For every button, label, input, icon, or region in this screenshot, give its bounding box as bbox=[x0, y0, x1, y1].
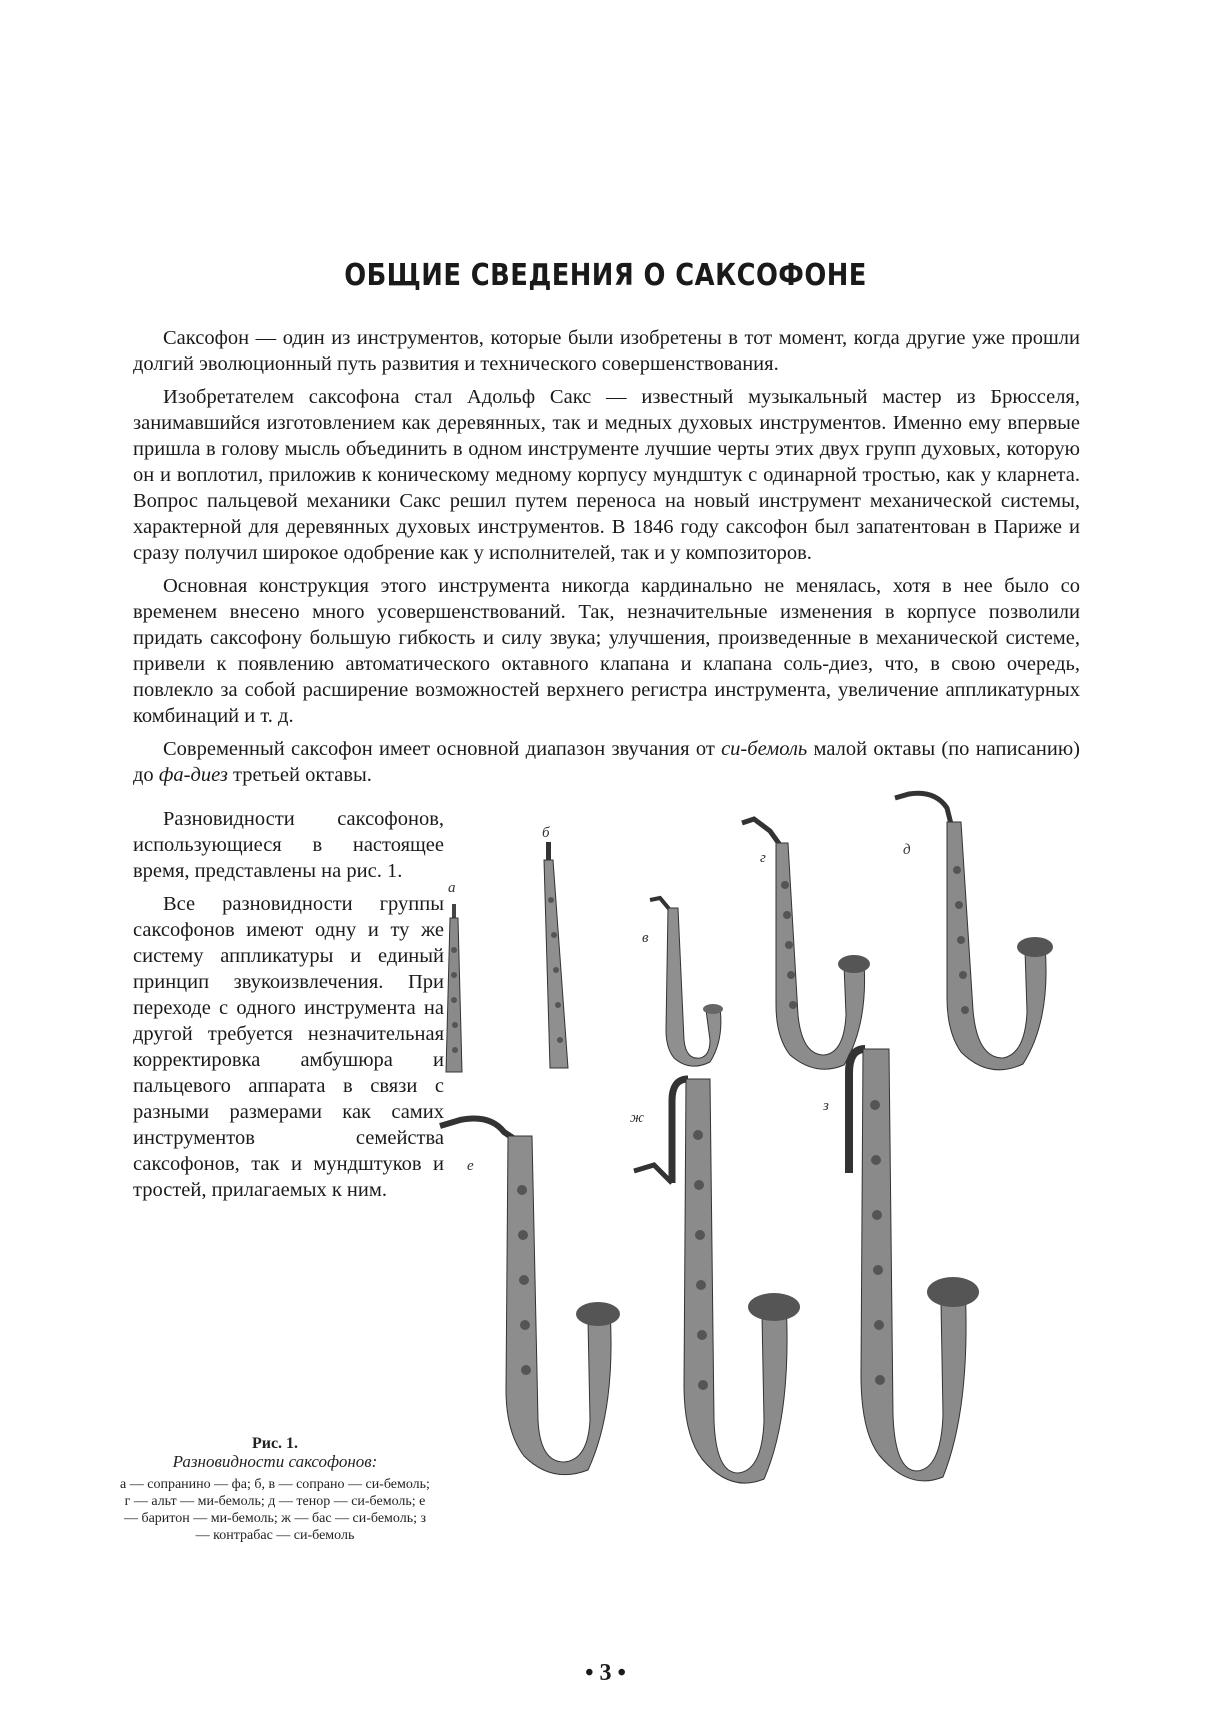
figure-label: в bbox=[642, 930, 649, 946]
saxophone-curved-soprano-image bbox=[640, 890, 730, 1070]
figure-caption bbox=[120, 1435, 430, 1544]
page-title: ОБЩИЕ СВЕДЕНИЯ О САКСОФОНЕ bbox=[344, 258, 867, 293]
saxophone-contrabass-image bbox=[805, 1045, 970, 1490]
range-text-before: Современный саксофон имеет основной диапазон звучания от bbox=[163, 738, 722, 760]
saxophone-alto-image bbox=[740, 815, 870, 1075]
note-name: си-бемоль bbox=[721, 738, 808, 760]
figure-label: а bbox=[448, 880, 456, 896]
saxophone-sopranino-image bbox=[440, 900, 470, 1080]
paragraph: Все разновидности группы саксофонов имеют одну и ту же систему аппликатуры и единый принцип звукоизвлечения. При переходе с одного инструмента на другой требуется незначительная корректировка амбушюра и пальцевого аппарата в связи с разными размерами как самих инструментов семейства саксофонов, так и мундштуков и тростей, прилагаемых к ним. bbox=[133, 893, 444, 1201]
main-text bbox=[133, 325, 1080, 795]
paragraph: Разновидности саксофонов, использующиеся в настоящее время, представлены на рис. 1. bbox=[133, 808, 444, 882]
saxophone-bass-image bbox=[630, 1075, 795, 1490]
page-number: • 3 • bbox=[585, 1660, 626, 1686]
figure-label: д bbox=[903, 842, 911, 858]
saxophone-baritone-image bbox=[440, 1110, 615, 1480]
figure-label: е bbox=[467, 1158, 474, 1174]
caption-text: а — сопранино — фа; б, в — сопрано — си-бемоль; г — альт — ми-бемоль; д — тенор — си-бемоль; е — баритон — ми-бемоль; ж — бас — си-бемоль; з — контрабас — си-бемоль bbox=[120, 1477, 430, 1543]
caption-subtitle: Разновидности саксофонов: bbox=[172, 1452, 378, 1471]
range-text-after: третьей октавы. bbox=[227, 764, 372, 786]
saxophone-figure bbox=[448, 825, 1110, 1520]
figure-label: з bbox=[823, 1098, 829, 1114]
saxophone-tenor-image bbox=[895, 790, 1045, 1075]
caption-title: Рис. 1. bbox=[251, 1435, 299, 1452]
paragraph: Основная конструкция этого инструмента никогда кардинально не менялась, хотя в нее было со временем внесено много усовершенствований. Так, незначительные изменения в корпусе позволили придать саксофону большую гибкость и силу звука; улучшения, произведенные в механической системе, привели к появлению автоматического октавного клапана и клапана соль-диез, что, в свою очередь, повлекло за собой расширение возможностей верхнего регистра инструмента, увеличение аппликатурных комбинаций и т. д. bbox=[133, 575, 1080, 727]
figure-label: б bbox=[542, 825, 550, 841]
range-paragraph bbox=[133, 736, 1080, 788]
note-name: фа-диез bbox=[158, 764, 228, 786]
figure-label: ж bbox=[630, 1110, 644, 1126]
paragraph: Саксофон — один из инструментов, которые были изобретены в тот момент, когда другие уже прошли долгий эволюционный путь развития и технического совершенствования. bbox=[133, 327, 1080, 375]
range-text-middle: малой октавы (по написанию) до bbox=[133, 738, 1080, 786]
saxophone-soprano-image bbox=[530, 840, 580, 1075]
side-text bbox=[133, 806, 444, 1210]
figure-label: г bbox=[760, 850, 766, 866]
paragraph: Изобретателем саксофона стал Адольф Сакс — известный музыкальный мастер из Брюсселя, занимавшийся изготовлением как деревянных, так и медных духовых инструментов. Именно ему впервые пришла в голову мысль объединить в одном инструменте лучшие черты этих двух групп духовых, которую он и воплотил, приложив к коническому медному корпусу мундштук с одинарной тростью, как у кларнета. Вопрос пальцевой механики Сакс решил путем переноса на новый инструмент механической системы, характерной для деревянных духовых инструментов. В 1846 году саксофон был запатентован в Париже и сразу получил широкое одобрение как у исполнителей, так и у композиторов. bbox=[133, 386, 1080, 564]
